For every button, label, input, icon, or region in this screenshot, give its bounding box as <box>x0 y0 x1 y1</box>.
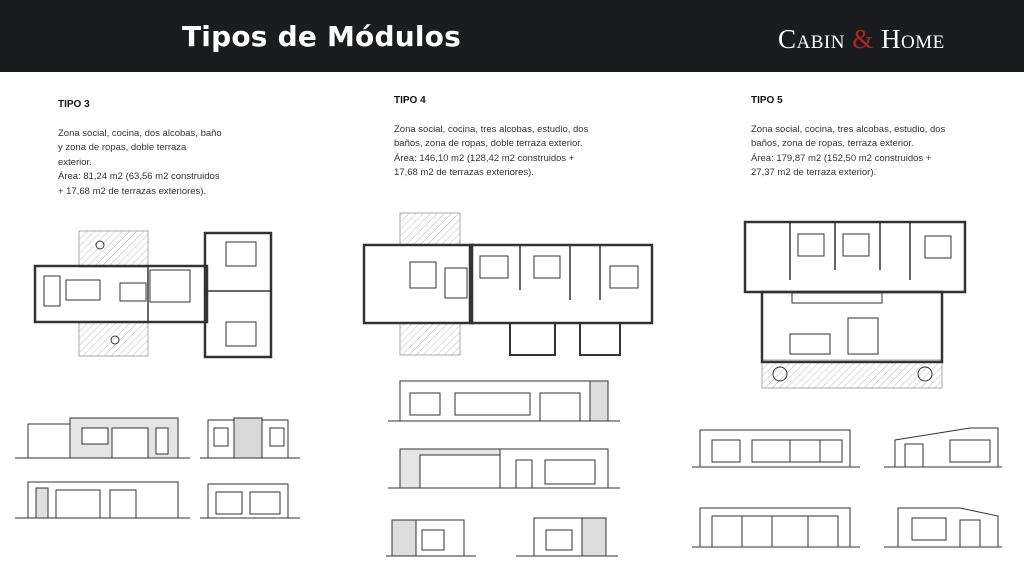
floor-plan-tipo-5 <box>745 222 965 388</box>
logo-ampersand: & <box>852 24 874 54</box>
logo-word-cabin: Cabin <box>778 24 845 54</box>
elevations-tipo-3 <box>15 418 300 518</box>
module-label: TIPO 3 <box>58 99 90 110</box>
floor-plan-tipo-4 <box>364 213 652 355</box>
module-label: TIPO 5 <box>751 95 783 106</box>
page-title: Tipos de Módulos <box>182 20 461 53</box>
module-description: Zona social, cocina, tres alcobas, estudio, dos baños, zona de ropas, terraza exterior. Área: 179,87 m2 (152,50 m2 construidos + 27,37 m2 de terraza exterior). <box>751 123 946 178</box>
elevations-tipo-4 <box>386 381 620 556</box>
logo-word-home: Home <box>880 24 945 54</box>
module-description: Zona social, cocina, tres alcobas, estudio, dos baños, zona de ropas, doble terraza exterior. Área: 146,10 m2 (128,42 m2 construidos + 17,68 m2 de terrazas exteriores). <box>394 123 589 178</box>
module-label: TIPO 4 <box>394 95 426 106</box>
module-description: Zona social, cocina, dos alcobas, baño y zona de ropas, doble terraza exterior. Área: 81,24 m2 (63,56 m2 construidos + 17,68 m2 de terrazas exteriores). <box>58 127 222 197</box>
elevations-tipo-5 <box>692 428 1002 547</box>
floor-plan-tipo-3 <box>35 231 271 357</box>
